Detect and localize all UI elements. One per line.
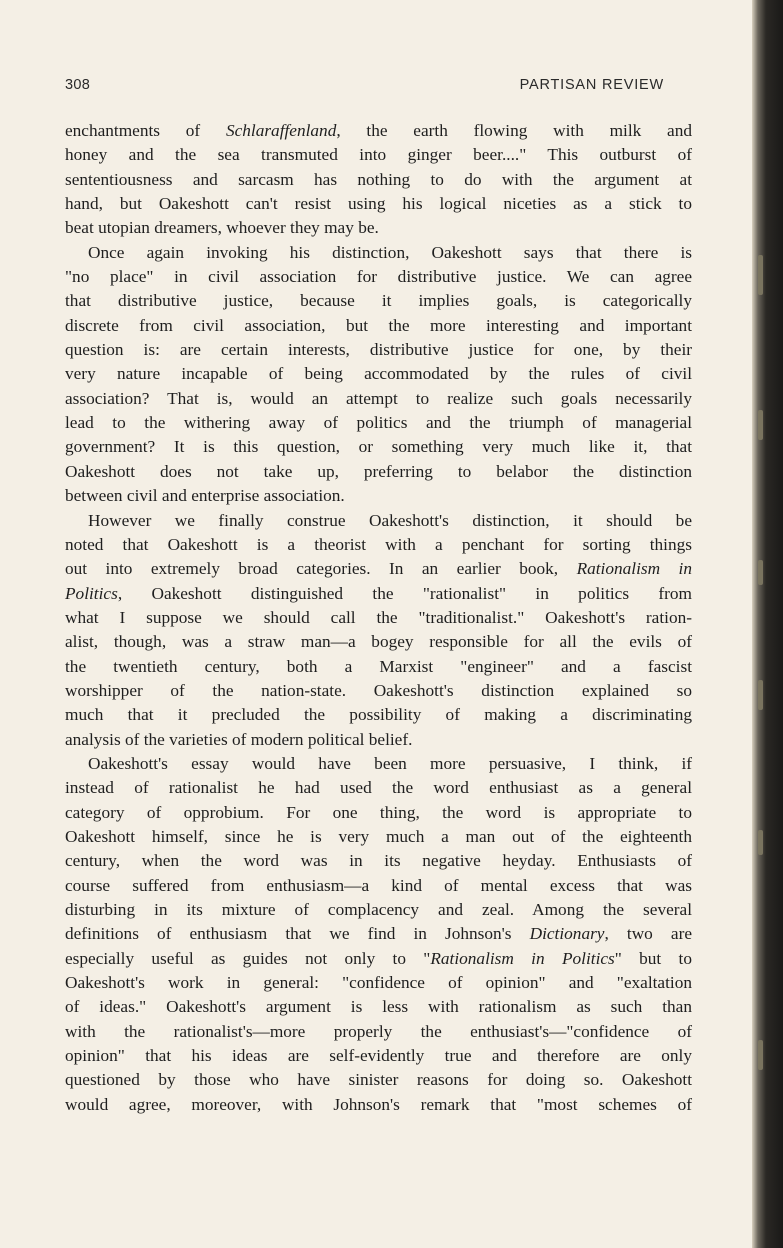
text-line: would agree, moreover, with Johnson's remark that "most schemes of bbox=[65, 1094, 692, 1114]
page-number: 308 bbox=[65, 77, 91, 93]
text-line: lead to the withering away of politics and the triumph of managerial bbox=[65, 413, 692, 433]
text-line: association? That is, would an attempt to realize such goals necessarily bbox=[65, 388, 692, 408]
text-line: Oakeshott's work in general: "confidence of opinion" and "exaltation bbox=[65, 973, 692, 993]
text-line: Politics, Oakeshott distinguished the "rationalist" in politics from bbox=[65, 583, 692, 603]
edge-tab-mark bbox=[758, 255, 763, 295]
journal-title: PARTISAN REVIEW bbox=[519, 77, 664, 93]
text-line: opinion" that his ideas are self-evidently true and therefore are only bbox=[65, 1046, 692, 1066]
text-line: noted that Oakeshott is a theorist with a penchant for sorting things bbox=[65, 534, 692, 554]
text-line: the twentieth century, both a Marxist "engineer" and a fascist bbox=[65, 656, 692, 676]
text-line: Oakeshott himself, since he is very much a man out of the eighteenth bbox=[65, 826, 692, 846]
text-line: disturbing in its mixture of complacency and zeal. Among the several bbox=[65, 900, 692, 919]
text-line: government? It is this question, or something very much like it, that bbox=[65, 437, 692, 457]
text-line: century, when the word was in its negative heyday. Enthusiasts of bbox=[65, 851, 692, 871]
text-line: category of opprobium. For one thing, the word is appropriate to bbox=[65, 802, 692, 822]
text-line: Once again invoking his distinction, Oakeshott says that there is bbox=[88, 242, 692, 262]
text-line: what I suppose we should call the "traditionalist." Oakeshott's ration- bbox=[65, 607, 692, 627]
text-line: definitions of enthusiasm that we find in Johnson's Dictionary, two are bbox=[65, 924, 692, 944]
text-line: of ideas." Oakeshott's argument is less with rationalism as such than bbox=[65, 997, 692, 1017]
text-line: between civil and enterprise association. bbox=[65, 486, 345, 506]
text-line: enchantments of Schlaraffenland, the earth flowing with milk and bbox=[65, 121, 692, 140]
text-line: questioned by those who have sinister reasons for doing so. Oakeshott bbox=[65, 1070, 692, 1090]
text-line: "no place" in civil association for distributive justice. We can agree bbox=[65, 267, 692, 287]
edge-tab-mark bbox=[758, 680, 763, 710]
text-line: alist, though, was a straw man—a bogey responsible for all the evils of bbox=[65, 632, 692, 652]
text-line: very nature incapable of being accommodated by the rules of civil bbox=[65, 364, 692, 384]
edge-tab-mark bbox=[758, 830, 763, 855]
text-line: instead of rationalist he had used the word enthusiast as a general bbox=[65, 778, 692, 798]
text-line: question is: are certain interests, distributive justice for one, by their bbox=[65, 340, 692, 360]
text-line: discrete from civil association, but the more interesting and important bbox=[65, 315, 692, 335]
text-line: sententiousness and sarcasm has nothing to do with the argument at bbox=[65, 169, 692, 189]
text-line: that distributive justice, because it implies goals, is categorically bbox=[65, 291, 692, 311]
text-line: with the rationalist's—more properly the enthusiast's—"confidence of bbox=[65, 1021, 692, 1041]
text-line: hand, but Oakeshott can't resist using his logical niceties as a stick to bbox=[65, 194, 692, 214]
text-line: worshipper of the nation-state. Oakeshott's distinction explained so bbox=[65, 680, 692, 700]
page-edge-shadow bbox=[752, 0, 783, 1248]
running-head bbox=[65, 77, 664, 95]
text-line: especially useful as guides not only to "Rationalism in Politics" but to bbox=[65, 948, 692, 968]
text-line: beat utopian dreamers, whoever they may be. bbox=[65, 218, 379, 238]
text-line: However we finally construe Oakeshott's distinction, it should be bbox=[88, 510, 692, 530]
text-line: course suffered from enthusiasm—a kind of mental excess that was bbox=[65, 875, 692, 895]
body-text bbox=[65, 119, 692, 1117]
text-line: Oakeshott does not take up, preferring to belabor the distinction bbox=[65, 461, 692, 481]
text-line: analysis of the varieties of modern political belief. bbox=[65, 729, 413, 749]
edge-tab-mark bbox=[758, 560, 763, 585]
text-line: Oakeshott's essay would have been more persuasive, I think, if bbox=[88, 753, 692, 773]
text-line: much that it precluded the possibility of making a discriminating bbox=[65, 705, 692, 725]
edge-tab-mark bbox=[758, 410, 763, 440]
edge-tab-mark bbox=[758, 1040, 763, 1070]
text-line: honey and the sea transmuted into ginger beer...." This outburst of bbox=[65, 145, 692, 165]
text-line: out into extremely broad categories. In an earlier book, Rationalism in bbox=[65, 559, 692, 579]
